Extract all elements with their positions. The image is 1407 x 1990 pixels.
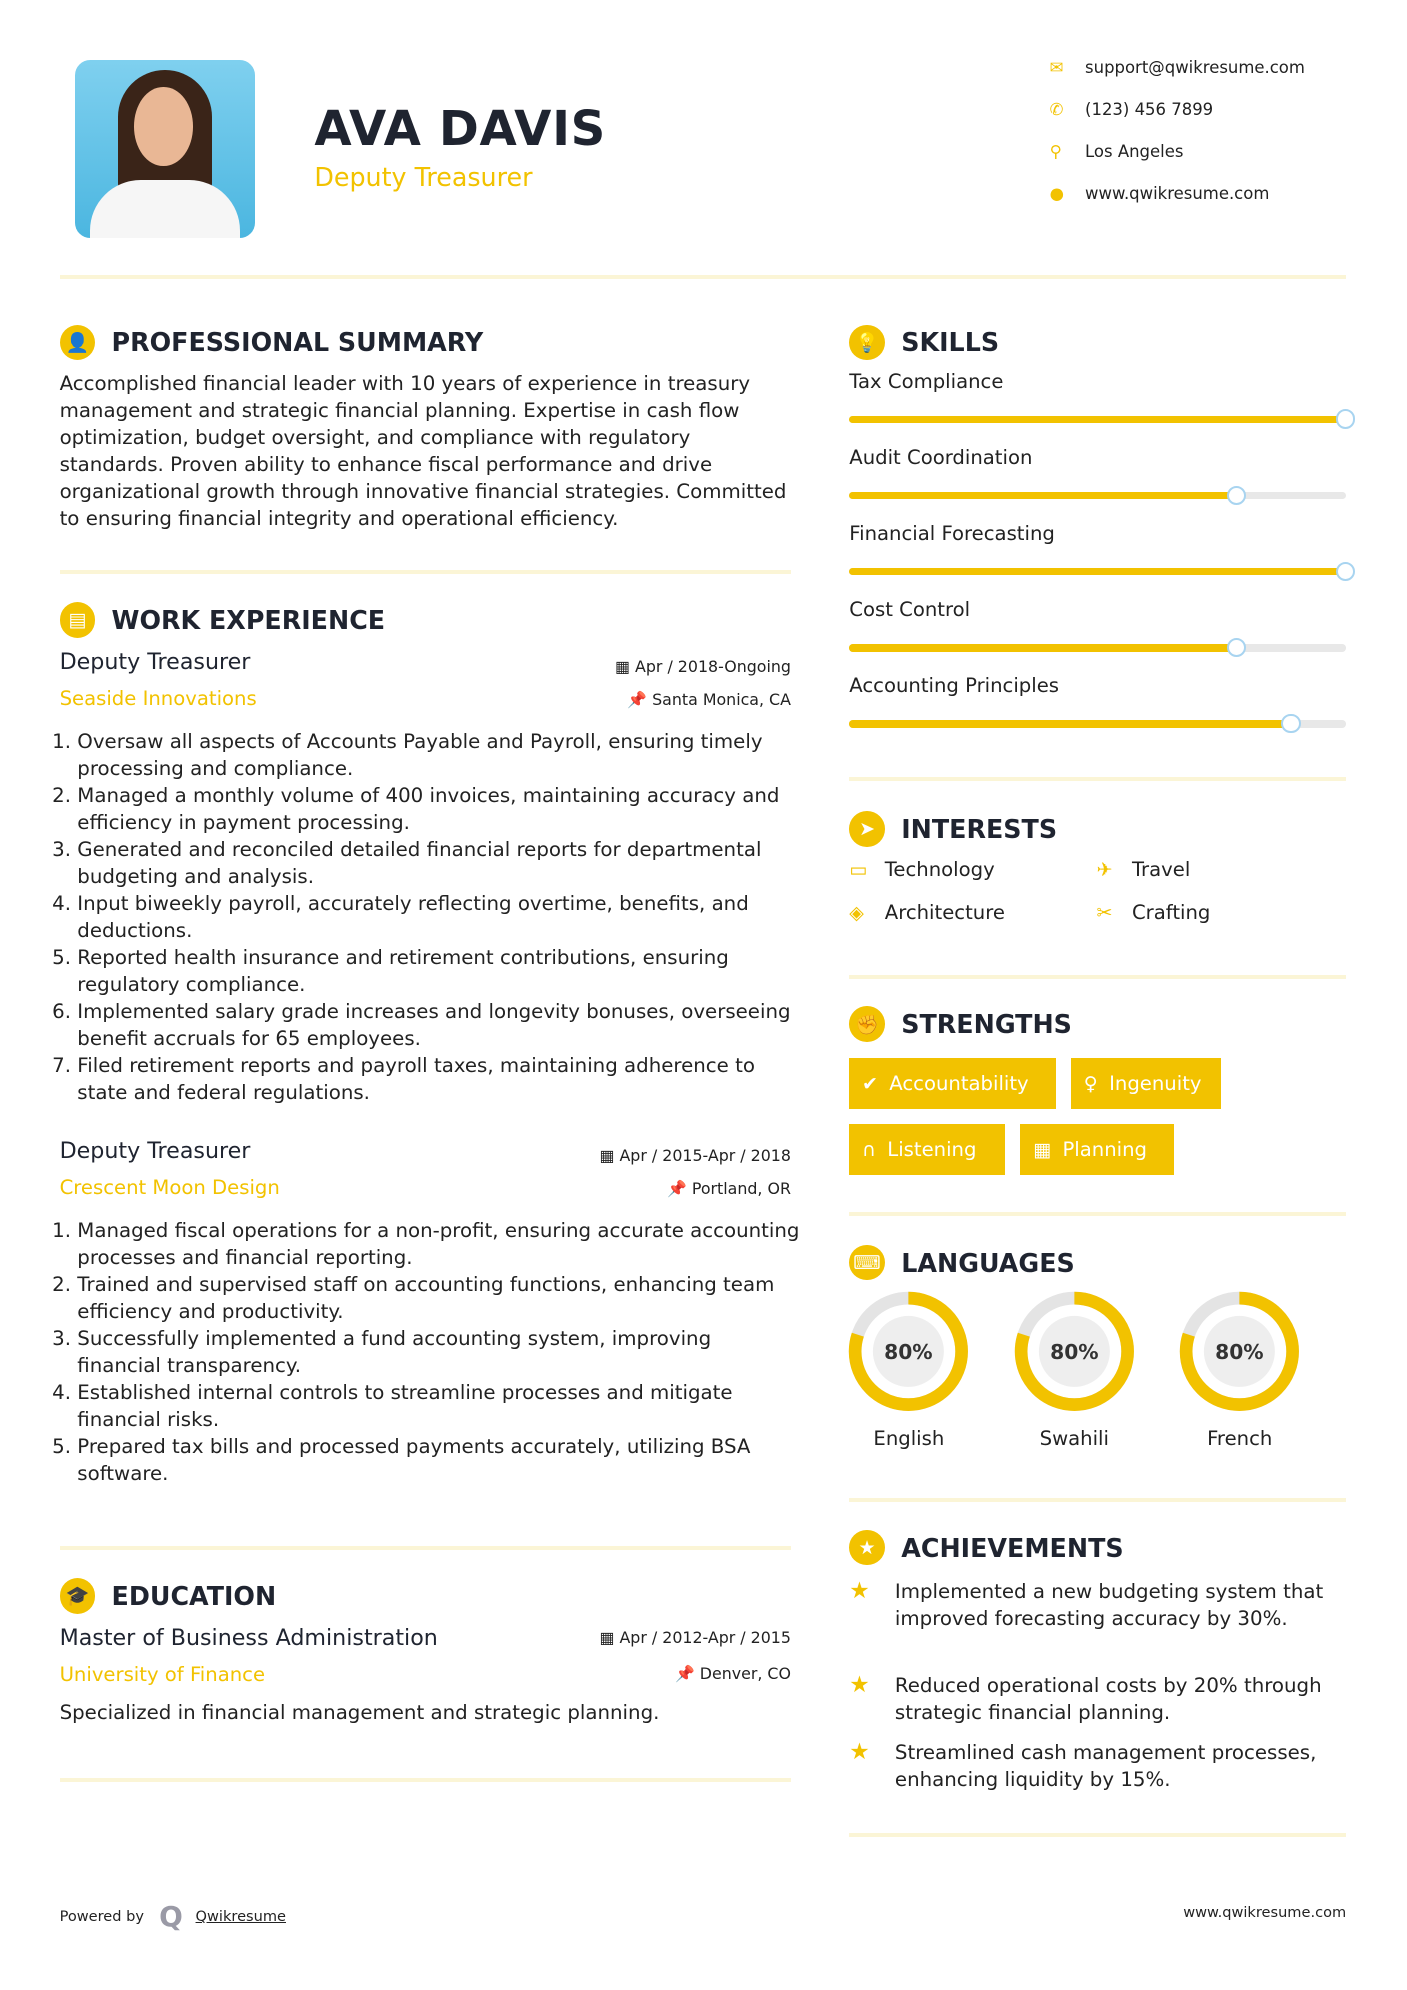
star-badge-icon: ★ (849, 1530, 884, 1565)
summary-heading (60, 325, 484, 360)
bullet: 5. Prepared tax bills and processed payments accurately, utilizing BSA software. (77, 1433, 800, 1487)
divider (849, 1833, 1346, 1837)
header-divider (60, 275, 1347, 279)
calendar-icon: ▦ (615, 656, 636, 676)
contact-text: www.qwikresume.com (1085, 183, 1270, 203)
calendar-icon: ▦ (599, 1145, 620, 1165)
strength-chip (1020, 1124, 1173, 1175)
contact-text: support@qwikresume.com (1085, 58, 1305, 78)
star-icon: ★ (849, 1671, 870, 1698)
divider (849, 1498, 1346, 1502)
strength-chip (1071, 1058, 1221, 1109)
section-title: STRENGTHS (901, 1009, 1072, 1040)
bullet: 7. Filed retirement reports and payroll taxes, maintaining adherence to state and federal regulations. (77, 1052, 800, 1106)
strengths-heading (849, 1006, 1072, 1041)
date-text: Apr / 2015-Apr / 2018 (619, 1145, 791, 1165)
skill-knob (1336, 409, 1355, 428)
language-label: Swahili (1039, 1427, 1109, 1451)
phone-icon: ✆ (1049, 100, 1064, 120)
bullet: 2. Managed a monthly volume of 400 invoices, maintaining accuracy and efficiency in payment processing. (77, 782, 800, 836)
contact-email[interactable] (1050, 58, 1305, 77)
job-bullets (60, 1217, 800, 1487)
education-heading (60, 1578, 277, 1613)
job-title: Deputy Treasurer (59, 1138, 251, 1165)
skill-knob (1227, 638, 1246, 657)
interest-item (1096, 901, 1210, 924)
skill-bar (849, 720, 1346, 728)
globe-icon: ● (1049, 183, 1064, 203)
skill-label: Audit Coordination (849, 446, 1033, 470)
skill-bar-fill (849, 720, 1291, 728)
school: University of Finance (59, 1663, 266, 1687)
skill-knob (1227, 486, 1246, 505)
job-title: Deputy Treasurer (59, 649, 251, 675)
education-text: Specialized in financial management and strategic planning. (59, 1700, 660, 1724)
date-text: Apr / 2018-Ongoing (635, 656, 791, 676)
date-text: Apr / 2012-Apr / 2015 (619, 1627, 791, 1647)
section-title: WORK EXPERIENCE (111, 604, 386, 635)
bullet: 6. Implemented salary grade increases and longevity bonuses, overseeing benefit accruals for 65 employees. (77, 998, 800, 1052)
bullet: 4. Established internal controls to streamline processes and mitigate financial risks. (77, 1379, 800, 1433)
strength-label: Accountability (889, 1072, 1029, 1096)
interest-label: Technology (884, 858, 995, 882)
user-icon: 👤 (60, 325, 95, 360)
footer-site[interactable]: www.qwikresume.com (1183, 1903, 1347, 1921)
skill-bar-fill (849, 644, 1237, 652)
achievement-text: Implemented a new budgeting system that improved forecasting accuracy by 30%. (894, 1580, 1324, 1631)
lightbulb-icon: ♀ (1083, 1072, 1098, 1095)
footer-powered (60, 1900, 286, 1933)
language-percent: 80% (884, 1339, 934, 1364)
check-circle-icon: ✔ (861, 1072, 878, 1095)
divider (60, 1546, 791, 1550)
section-title: ACHIEVEMENTS (901, 1532, 1124, 1563)
profile-photo (75, 60, 255, 239)
bullet: 3. Successfully implemented a fund accounting system, improving financial transparency. (77, 1325, 800, 1379)
job-date (599, 1146, 790, 1165)
star-icon: ★ (849, 1739, 870, 1766)
section-title: SKILLS (901, 327, 1000, 358)
envelope-icon: ✉ (1049, 58, 1064, 78)
skill-label: Financial Forecasting (849, 522, 1055, 546)
divider (849, 777, 1346, 781)
section-title: LANGUAGES (901, 1247, 1075, 1278)
bullet: 3. Generated and reconciled detailed financial reports for departmental budgeting and analysis. (77, 836, 800, 890)
interest-item (849, 901, 1005, 924)
achievement-text: Streamlined cash management processes, enhancing liquidity by 15%. (894, 1741, 1317, 1792)
candidate-name: AVA DAVIS (314, 101, 606, 158)
pin-icon: 📌 (675, 1664, 700, 1684)
strength-label: Planning (1062, 1138, 1147, 1162)
graduation-cap-icon: 🎓 (60, 1578, 95, 1613)
skill-bar (849, 644, 1346, 652)
section-title: PROFESSIONAL SUMMARY (111, 327, 484, 358)
interest-label: Travel (1131, 858, 1191, 882)
strength-label: Listening (887, 1138, 977, 1162)
job-location (667, 1179, 791, 1198)
job-bullets (60, 728, 800, 1106)
contact-text: Los Angeles (1085, 141, 1184, 161)
achievement-item (849, 1739, 1350, 1793)
interest-label: Crafting (1131, 901, 1211, 925)
star-icon: ★ (849, 1578, 870, 1605)
divider (60, 1778, 791, 1782)
job-location (627, 690, 791, 709)
strength-chip (849, 1124, 1005, 1175)
location-text: Portland, OR (691, 1178, 791, 1198)
language-percent: 80% (1050, 1339, 1099, 1364)
fist-icon: ✊ (849, 1006, 884, 1041)
achievement-text: Reduced operational costs by 20% through strategic financial planning. (894, 1673, 1322, 1724)
location-text: Santa Monica, CA (652, 689, 791, 709)
skills-heading (849, 325, 999, 360)
qwikresume-link[interactable]: Qwikresume (195, 1908, 286, 1926)
lightbulb-icon: 💡 (849, 325, 884, 360)
skill-label: Accounting Principles (849, 674, 1060, 698)
interest-item (849, 858, 994, 881)
language-label: English (873, 1427, 945, 1451)
calendar-icon: ▦ (1033, 1138, 1052, 1161)
bullet: 1. Oversaw all aspects of Accounts Payable and Payroll, ensuring timely processing and compliance. (77, 728, 800, 782)
skill-bar-fill (849, 416, 1346, 424)
strength-label: Ingenuity (1109, 1072, 1202, 1096)
skill-label: Cost Control (849, 598, 971, 622)
section-title: EDUCATION (111, 1580, 277, 1611)
language-label: French (1207, 1427, 1273, 1451)
contact-text: (123) 456 7899 (1085, 100, 1214, 120)
languages-heading (849, 1245, 1075, 1280)
qwikresume-logo-icon: Q (159, 1900, 183, 1934)
summary-text: Accomplished financial leader with 10 years of experience in treasury management and strategic financial planning. Expertise in cash flow optimization, budget oversight, and compliance with regulatory standards. Proven ability to enhance fiscal performance and drive organizational growth through innovative financial strategies. Committed to ensuring financial integrity and operational efficiency. (59, 372, 787, 531)
skill-knob (1336, 562, 1355, 581)
achievement-item (849, 1578, 1350, 1632)
degree: Master of Business Administration (59, 1625, 438, 1652)
contact-location (1050, 142, 1184, 161)
skill-bar (849, 568, 1346, 576)
briefcase-icon: ▤ (60, 602, 95, 637)
language-percent: 80% (1215, 1339, 1264, 1364)
interest-label: Architecture (884, 901, 1005, 925)
headphones-icon: ∩ (861, 1138, 876, 1161)
language-donut (1176, 1288, 1303, 1415)
interests-heading (849, 811, 1057, 846)
map-pin-icon: ⚲ (1049, 141, 1062, 161)
skill-knob (1281, 714, 1300, 733)
calendar-icon: ▦ (599, 1627, 620, 1647)
skill-bar (849, 492, 1346, 500)
skill-bar (849, 416, 1346, 424)
section-title: INTERESTS (901, 813, 1058, 844)
scissors-icon: ✂ (1096, 901, 1113, 924)
skill-bar-fill (849, 568, 1346, 576)
divider (849, 1212, 1346, 1216)
contact-website[interactable] (1050, 184, 1270, 203)
pin-icon: 📌 (627, 689, 653, 709)
job-company: Seaside Innovations (59, 687, 257, 711)
laptop-icon: ▭ (849, 858, 868, 881)
contact-phone (1050, 100, 1214, 119)
bullet: 2. Trained and supervised staff on accounting functions, enhancing team efficiency and productivity. (77, 1271, 800, 1325)
language-donut (845, 1288, 972, 1415)
powered-by-text: Powered by (59, 1908, 144, 1926)
candidate-title: Deputy Treasurer (314, 162, 533, 193)
language-icon: ⌨ (849, 1245, 884, 1280)
education-date (599, 1628, 790, 1647)
plane-icon: ✈ (1096, 858, 1113, 881)
education-location (675, 1664, 791, 1683)
paper-plane-icon: ➤ (849, 811, 884, 846)
bullet: 5. Reported health insurance and retirement contributions, ensuring regulatory compliance. (77, 944, 800, 998)
divider (849, 975, 1346, 979)
pin-icon: 📌 (667, 1178, 692, 1198)
achievements-heading (849, 1530, 1123, 1565)
skill-bar-fill (849, 492, 1237, 500)
ruler-icon: ◈ (849, 901, 864, 924)
strength-chip (849, 1058, 1056, 1109)
bullet: 1. Managed fiscal operations for a non-profit, ensuring accurate accounting processes and financial reporting. (77, 1217, 800, 1271)
experience-heading (60, 602, 386, 637)
job-date (615, 657, 791, 676)
bullet: 4. Input biweekly payroll, accurately reflecting overtime, benefits, and deductions. (77, 890, 800, 944)
divider (60, 570, 791, 574)
interest-item (1096, 858, 1190, 881)
achievement-item (849, 1672, 1350, 1726)
location-text: Denver, CO (699, 1664, 791, 1684)
language-donut (1011, 1288, 1138, 1415)
skill-label: Tax Compliance (849, 370, 1004, 394)
job-company: Crescent Moon Design (59, 1176, 280, 1200)
